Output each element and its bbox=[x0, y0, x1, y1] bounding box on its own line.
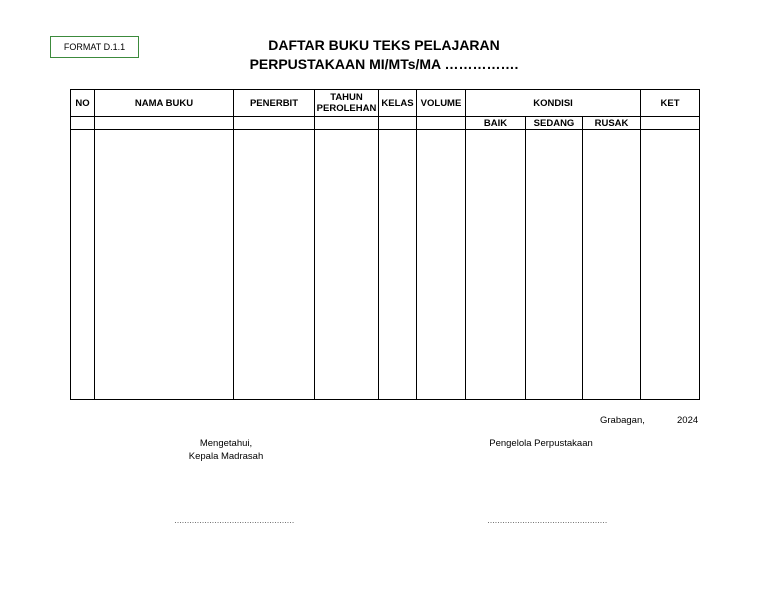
header-row bbox=[71, 90, 700, 117]
document-subtitle: PERPUSTAKAAN MI/MTs/MA ……………. bbox=[249, 56, 519, 72]
subheader-baik: BAIK bbox=[466, 117, 526, 130]
cell-kelas[interactable] bbox=[379, 130, 417, 400]
header-tahun-perolehan: TAHUN PEROLEHAN bbox=[315, 90, 379, 117]
header-penerbit: PENERBIT bbox=[234, 90, 315, 117]
cell-baik[interactable] bbox=[466, 130, 526, 400]
document-title: DAFTAR BUKU TEKS PELAJARAN bbox=[268, 37, 500, 53]
header-no: NO bbox=[71, 90, 95, 117]
cell-nama-buku[interactable] bbox=[95, 130, 234, 400]
subheader-rusak: RUSAK bbox=[583, 117, 641, 130]
subheader-empty bbox=[315, 117, 379, 130]
cell-ket[interactable] bbox=[641, 130, 700, 400]
cell-volume[interactable] bbox=[417, 130, 466, 400]
book-list-table bbox=[70, 89, 700, 400]
subheader-empty bbox=[641, 117, 700, 130]
left-signature-block bbox=[170, 437, 282, 463]
cell-penerbit[interactable] bbox=[234, 130, 315, 400]
left-signature-line1: Mengetahui, bbox=[199, 438, 253, 449]
subheader-sedang: SEDANG bbox=[526, 117, 583, 130]
left-signature-line2: Kepala Madrasah bbox=[188, 451, 264, 462]
subheader-row bbox=[71, 117, 700, 130]
right-signature-label: Pengelola Perpustakaan bbox=[489, 438, 593, 449]
subheader-empty bbox=[234, 117, 315, 130]
table-row bbox=[71, 130, 700, 400]
right-signature-block bbox=[476, 437, 606, 450]
year-label: 2024 bbox=[677, 415, 699, 426]
cell-rusak[interactable] bbox=[583, 130, 641, 400]
header-nama-buku: NAMA BUKU bbox=[95, 90, 234, 117]
subheader-empty bbox=[417, 117, 466, 130]
cell-sedang[interactable] bbox=[526, 130, 583, 400]
header-kondisi: KONDISI bbox=[466, 90, 641, 117]
subheader-empty bbox=[95, 117, 234, 130]
right-signature-line: ………………………………………… bbox=[487, 516, 607, 525]
format-label: FORMAT D.1.1 bbox=[50, 36, 139, 58]
cell-tahun-perolehan[interactable] bbox=[315, 130, 379, 400]
header-ket: KET bbox=[641, 90, 700, 117]
subheader-empty bbox=[379, 117, 417, 130]
header-kelas: KELAS bbox=[379, 90, 417, 117]
cell-no[interactable] bbox=[71, 130, 95, 400]
place-label: Grabagan, bbox=[600, 415, 645, 426]
subheader-empty bbox=[71, 117, 95, 130]
header-volume: VOLUME bbox=[417, 90, 466, 117]
left-signature-line: ………………………………………… bbox=[174, 516, 294, 525]
